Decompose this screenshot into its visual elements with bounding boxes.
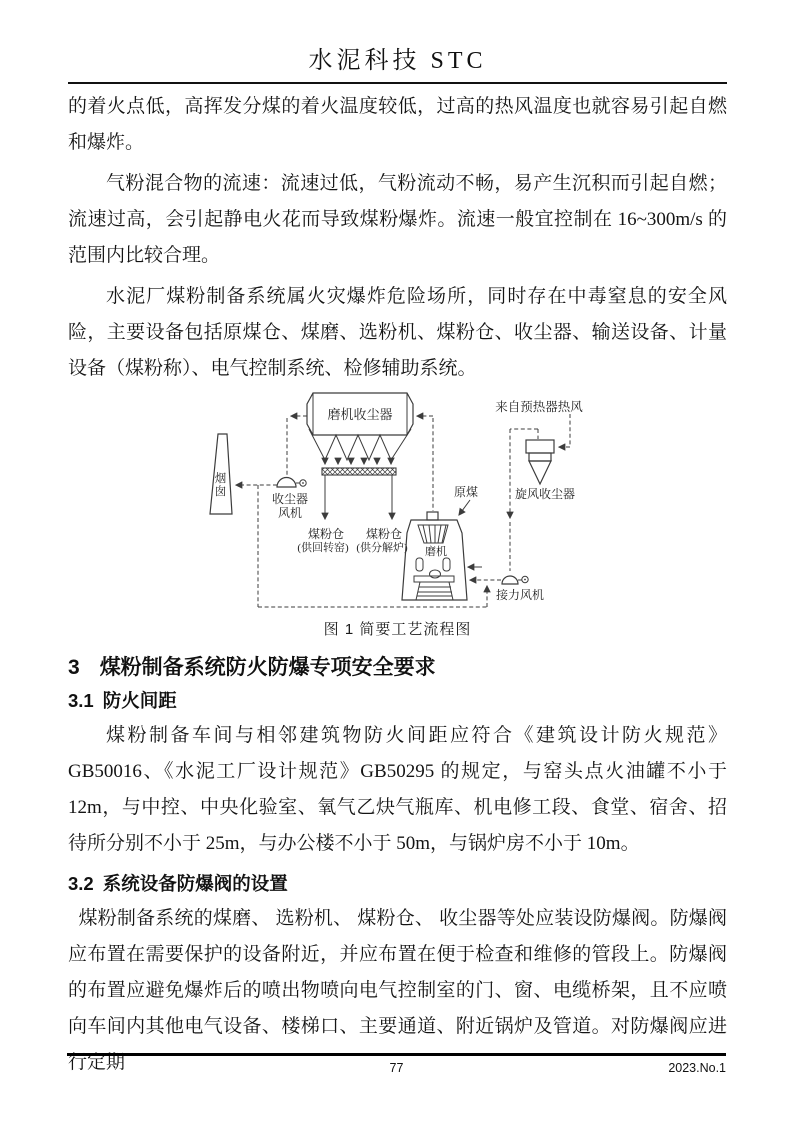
page-footer [67,1053,726,1075]
footer-rule [67,1053,726,1056]
relay-fan-label: 接力风机 [495,588,545,602]
section-3-1-heading [68,688,727,713]
cyclone-label: 旋风收尘器 [515,487,576,501]
paragraph-system-overview: 水泥厂煤粉制备系统属火灾爆炸危险场所，同时存在中毒窒息的安全风险，主要设备包括原煤仓、煤磨、选粉机、煤粉仓、收尘器、输送设备、计量设备（煤粉称）、电气控制系统、检修辅助系统。 [68,286,727,379]
section-3-2-heading [68,871,727,896]
paragraph-continuation: 的着火点低，高挥发分煤的着火温度较低，过高的热风温度也就容易引起自燃和爆炸。 [68,96,727,153]
section-3-1-title: 防火间距 [102,690,177,711]
journal-title: 水泥科技 STC [308,48,487,74]
header-rule [68,82,727,84]
silo-rotary-kiln-label: 煤粉仓 [307,527,345,541]
section-3-number: 3 [68,656,80,679]
paragraph-fire-separation: 煤粉制备车间与相邻建筑物防火间距应符合《建筑设计防火规范》GB50016、《水泥工厂设计规范》GB50295 的规定，与窑头点火油罐不小于 12m，与中控、中央化验室、氧气乙炔气瓶库、机电修工段、食堂、宿舍、招待所分别不小于 25m，与办公楼不小于 50m，与锅炉房不小于 10m。 [68,725,727,854]
silo-calciner-sublabel: (供分解炉) [356,542,408,554]
paragraph-flow-velocity: 气粉混合物的流速：流速过低，气粉流动不畅，易产生沉积而引起自燃；流速过高，会引起静电火花而导致煤粉爆炸。流速一般宜控制在 16~300m/s 的范围内比较合理。 [68,173,727,266]
hot-air-label: 来自预热器热风 [495,400,583,414]
figure-caption: 图 1 简要工艺流程图 [323,621,472,638]
figure-flow-diagram [68,387,727,645]
silo-calciner-label: 煤粉仓 [365,527,403,541]
dust-collector-fan-icon [277,478,306,488]
relay-fan-icon [502,576,528,584]
paragraph-explosion-valves: 煤粉制备系统的煤磨、 选粉机、 煤粉仓、 收尘器等处应装设防爆阀。防爆阀应布置在需要保护的设备附近，并应布置在便于检查和维修的管段上。防爆阀的布置应避免爆炸后的喷出物喷向电气控制室的门、窗、电缆桥架，且不应喷向车间内其他电气设备、楼梯口、主要通道、附近锅炉及管道。对防爆阀应进行定期 [68,908,727,1073]
section-3-1-number: 3.1 [68,690,94,711]
issue-label: 2023.No.1 [668,1061,726,1075]
section-3-2-number: 3.2 [68,873,94,894]
raw-coal-arrow [459,500,470,515]
section-3-2-title: 系统设备防爆阀的设置 [102,873,288,894]
mill-dust-collector-label: 磨机收尘器 [327,407,393,422]
section-3-title: 煤粉制备系统防火防爆专项安全要求 [99,656,436,679]
dust-collector-fan-label-line2: 风机 [277,506,303,520]
dust-collector-fan-label-line1: 收尘器 [271,492,309,506]
chimney-label: 烟囱 [214,473,227,498]
cyclone-shape [526,440,554,484]
raw-coal-label: 原煤 [453,485,479,499]
silo-rotary-kiln-sublabel: (供回转窑) [297,542,349,554]
screw-conveyor [322,468,396,475]
page-number: 77 [389,1061,404,1075]
section-3-heading [68,655,727,681]
coal-mill-label: 磨机 [425,546,447,558]
collector-hoppers [309,429,411,464]
process-flow-svg [150,387,650,619]
